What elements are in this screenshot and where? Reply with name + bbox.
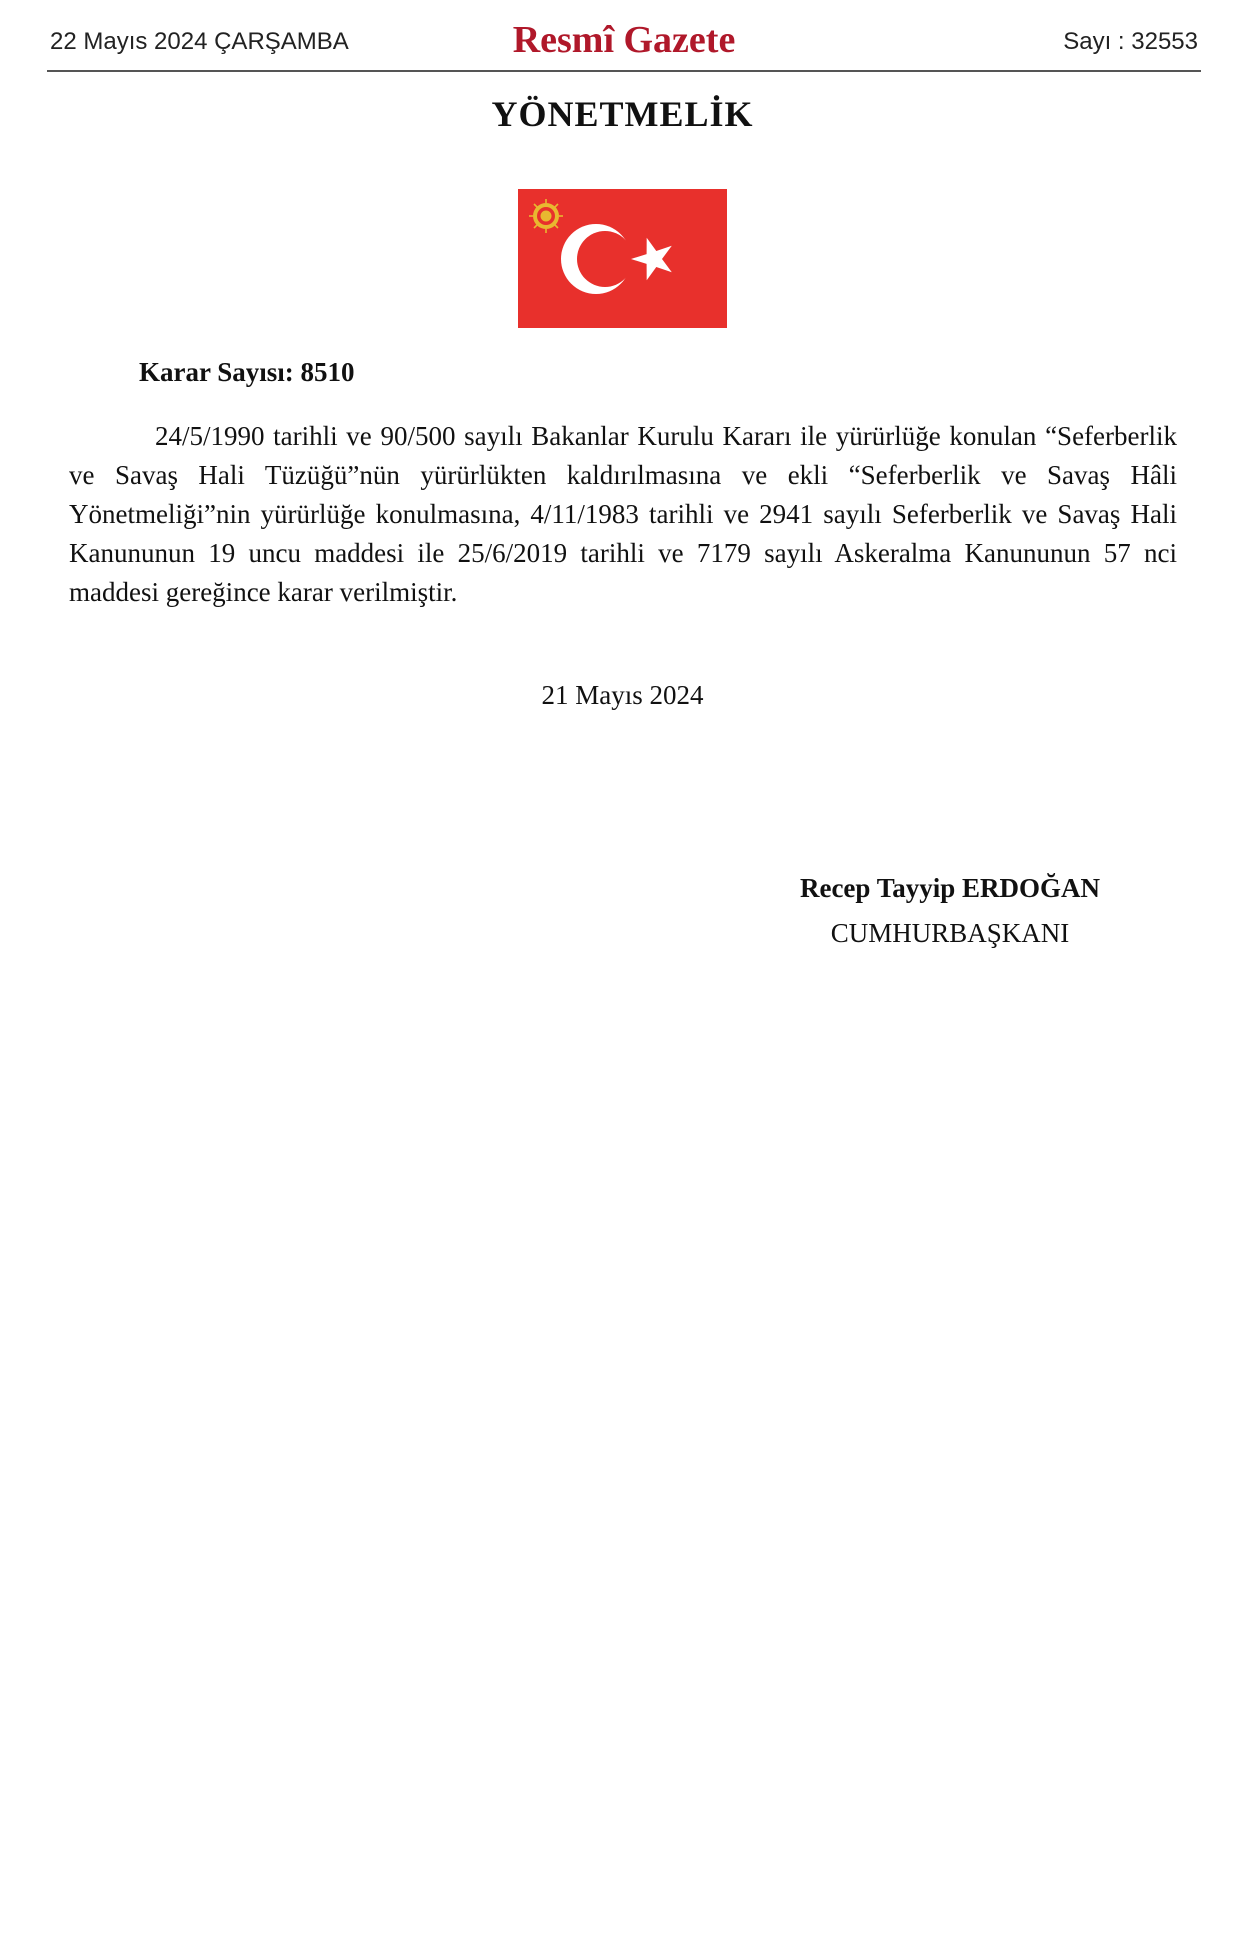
issue-date: 22 Mayıs 2024 ÇARŞAMBA <box>50 28 349 55</box>
signatory-name: Recep Tayyip ERDOĞAN <box>799 873 1101 903</box>
header-divider <box>47 70 1201 72</box>
signature-date: 21 Mayıs 2024 <box>541 680 704 710</box>
signatory-title: CUMHURBAŞKANI <box>830 918 1070 948</box>
signatory-block <box>700 873 1200 949</box>
decision-body-text: 24/5/1990 tarihli ve 90/500 sayılı Bakanlar Kurulu Kararı ile yürürlüğe konulan “Seferberlik ve Savaş Hali Tüzüğü”nün yürürlükten kaldırılmasına ve ekli “Seferberlik ve Savaş Hâli Yönetmeliği”nin yürürlüğe konulmasına, 4/11/1983 tarihli ve 2941 sayılı Seferberlik ve Savaş Hali Kanununun 19 uncu maddesi ile 25/6/2019 tarihli ve 7179 sayılı Askeralma Kanununun 57 nci maddesi gereğince karar verilmiştir. <box>69 421 1177 607</box>
section-title: YÖNETMELİK <box>491 94 754 134</box>
gazette-header <box>47 18 1201 70</box>
turkish-flag-icon <box>518 189 727 328</box>
presidential-seal-icon <box>529 199 563 233</box>
issue-number: Sayı : 32553 <box>1063 28 1198 55</box>
decision-number: Karar Sayısı: 8510 <box>139 357 355 387</box>
gazette-title: Resmî Gazete <box>512 19 736 61</box>
